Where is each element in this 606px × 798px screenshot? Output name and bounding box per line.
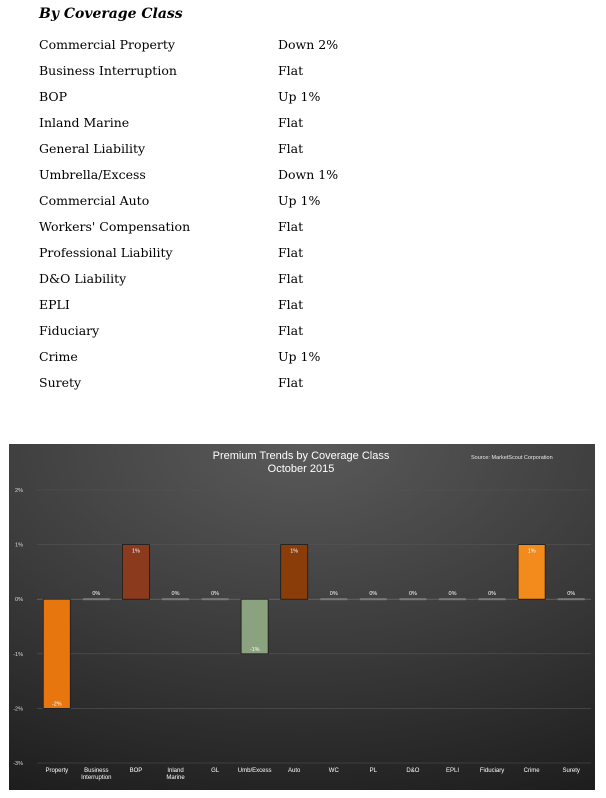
coverage-class-label: Inland Marine bbox=[39, 115, 130, 130]
x-tick-label: WC bbox=[328, 768, 339, 774]
y-tick-label: 0% bbox=[15, 597, 23, 604]
x-tick-label: Property bbox=[45, 768, 69, 774]
y-tick-label: 2% bbox=[15, 488, 23, 494]
trend-value: Up 1% bbox=[278, 193, 321, 208]
trend-value: Flat bbox=[278, 271, 304, 286]
bar bbox=[399, 598, 426, 600]
section-title: By Coverage Class bbox=[39, 6, 183, 22]
bar bbox=[83, 598, 110, 600]
coverage-class-label: General Liability bbox=[39, 141, 146, 156]
trend-value: Up 1% bbox=[278, 89, 321, 104]
coverage-class-label: Crime bbox=[39, 349, 78, 364]
y-tick-label: 1% bbox=[15, 542, 23, 549]
coverage-class-label: Commercial Property bbox=[39, 37, 175, 52]
coverage-class-label: Umbrella/Excess bbox=[39, 167, 146, 182]
coverage-class-label: Workers' Compensation bbox=[39, 219, 191, 234]
data-label: 0% bbox=[488, 591, 497, 598]
trend-value: Flat bbox=[278, 323, 304, 338]
trend-value: Flat bbox=[278, 141, 304, 156]
data-label: 0% bbox=[369, 591, 378, 598]
y-tick-label: -2% bbox=[13, 706, 23, 713]
bar bbox=[43, 599, 70, 708]
chart-source: Source: MarketScout Corporation bbox=[471, 455, 553, 461]
bar bbox=[202, 598, 229, 600]
trend-value: Down 2% bbox=[278, 37, 339, 52]
data-label: 1% bbox=[131, 548, 140, 555]
premium-trends-chart bbox=[9, 444, 595, 790]
x-tick-label: Inland Marine bbox=[166, 768, 185, 781]
bar bbox=[439, 598, 466, 600]
chart-title: Premium Trends by Coverage Class bbox=[212, 450, 390, 462]
y-tick-label: -1% bbox=[13, 651, 23, 658]
trend-value: Flat bbox=[278, 115, 304, 130]
data-label: -1% bbox=[249, 646, 260, 653]
x-tick-label: PL bbox=[369, 768, 378, 774]
coverage-class-label: Surety bbox=[39, 375, 82, 390]
bar bbox=[320, 598, 347, 600]
coverage-class-label: Fiduciary bbox=[39, 323, 100, 338]
trend-value: Down 1% bbox=[278, 167, 339, 182]
chart-svg bbox=[9, 444, 595, 790]
coverage-class-label: Business Interruption bbox=[39, 63, 177, 78]
trend-value: Up 1% bbox=[278, 349, 321, 364]
x-tick-label: Umb/Excess bbox=[237, 768, 272, 774]
data-label: 0% bbox=[448, 591, 457, 598]
bar bbox=[162, 598, 189, 600]
coverage-class-label: D&O Liability bbox=[39, 271, 127, 286]
chart-subtitle: October 2015 bbox=[267, 463, 335, 475]
data-label: 0% bbox=[211, 591, 220, 598]
coverage-class-label: Professional Liability bbox=[39, 245, 173, 260]
trend-value: Flat bbox=[278, 375, 304, 390]
data-label: 1% bbox=[527, 548, 536, 555]
x-tick-label: Surety bbox=[562, 768, 580, 774]
trend-value: Flat bbox=[278, 245, 304, 260]
bar bbox=[241, 599, 268, 654]
data-label: 0% bbox=[567, 591, 576, 598]
bar bbox=[479, 598, 506, 600]
trend-value: Flat bbox=[278, 219, 304, 234]
x-tick-label: EPLI bbox=[445, 768, 460, 774]
x-tick-label: Crime bbox=[523, 768, 540, 774]
trend-value: Flat bbox=[278, 63, 304, 78]
x-tick-label: GL bbox=[211, 768, 220, 774]
data-label: 0% bbox=[329, 591, 338, 598]
coverage-class-label: EPLI bbox=[39, 297, 70, 312]
x-tick-label: BOP bbox=[129, 768, 143, 774]
trend-value: Flat bbox=[278, 297, 304, 312]
x-tick-label: Fiduciary bbox=[479, 768, 505, 774]
bar bbox=[360, 598, 387, 600]
x-tick-label: Business Interruption bbox=[81, 768, 112, 781]
data-label: -2% bbox=[51, 701, 62, 708]
coverage-class-label: Commercial Auto bbox=[39, 193, 150, 208]
data-label: 0% bbox=[171, 591, 180, 598]
bar bbox=[558, 598, 585, 600]
chart-background bbox=[9, 444, 595, 790]
coverage-class-label: BOP bbox=[39, 89, 68, 104]
x-tick-label: D&O bbox=[406, 768, 420, 774]
y-tick-label: -3% bbox=[13, 761, 23, 767]
data-label: 0% bbox=[92, 591, 101, 598]
data-label: 0% bbox=[408, 591, 417, 598]
data-label: 1% bbox=[290, 548, 299, 555]
x-tick-label: Auto bbox=[288, 768, 301, 774]
